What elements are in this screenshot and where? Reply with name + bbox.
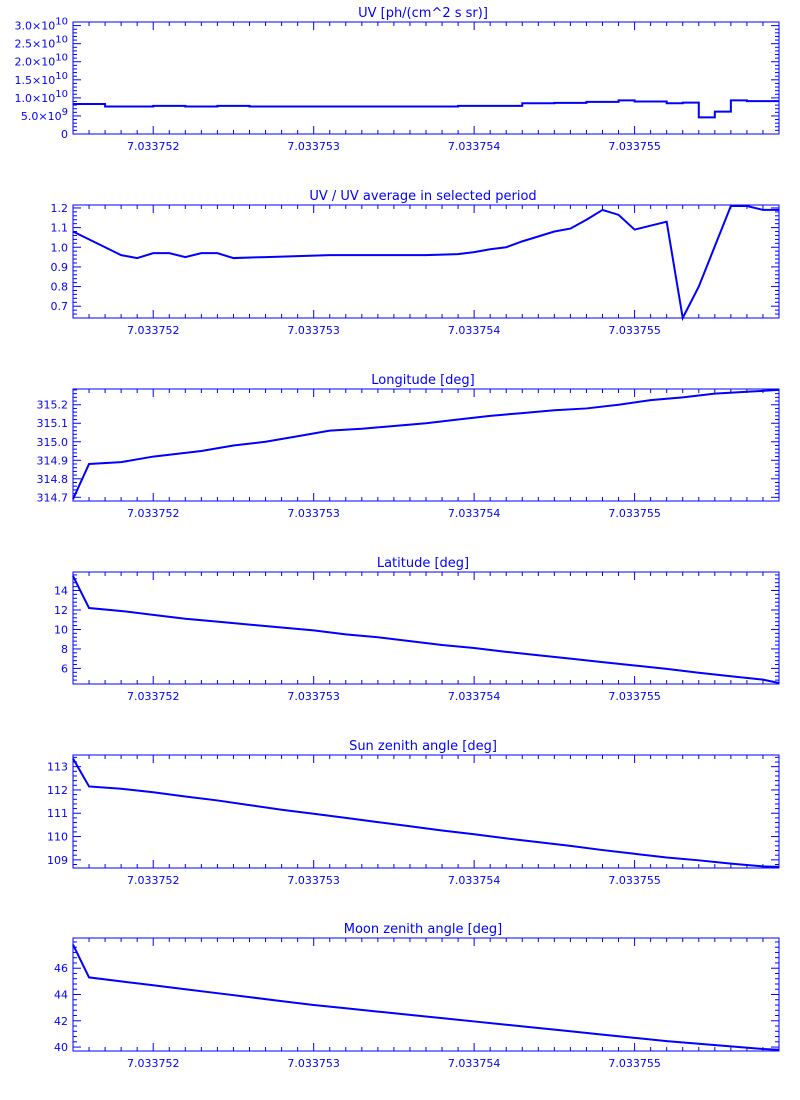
x-tick-label: 7.033753 — [287, 324, 340, 337]
y-tick-label: 0.8 — [50, 280, 68, 294]
y-tick-label: 1.2 — [50, 201, 68, 215]
x-tick-label: 7.033753 — [287, 1057, 340, 1070]
x-tick-label: 7.033755 — [608, 324, 661, 337]
x-tick-label: 7.033753 — [287, 690, 340, 703]
y-tick-label: 1.0 — [50, 241, 68, 255]
x-tick-label: 7.033753 — [287, 874, 340, 887]
chart-title: UV / UV average in selected period — [309, 189, 537, 204]
x-tick-label: 7.033755 — [608, 690, 661, 703]
y-tick-label: 46 — [54, 962, 68, 976]
y-tick-label: 1.5×1010 — [14, 70, 68, 87]
series-line — [73, 206, 779, 318]
y-tick-label: 40 — [54, 1041, 68, 1055]
plot-frame — [73, 755, 779, 868]
y-tick-label: 0.7 — [50, 300, 68, 314]
chart-title: Moon zenith angle [deg] — [343, 922, 503, 937]
y-tick-label: 112 — [47, 783, 68, 797]
x-tick-label: 7.033752 — [126, 690, 180, 703]
y-tick-label: 109 — [47, 853, 68, 867]
series-line — [73, 576, 779, 683]
y-tick-label: 12 — [54, 603, 68, 617]
series-line — [73, 758, 779, 866]
chart-title: Sun zenith angle [deg] — [349, 739, 497, 754]
y-tick-label: 315.1 — [36, 417, 68, 431]
latitude-chart-panel — [54, 556, 779, 703]
sun-zenith-chart-panel — [47, 739, 779, 887]
y-tick-label: 10 — [54, 623, 68, 637]
y-tick-label: 1.0×1010 — [14, 88, 68, 105]
y-tick-label: 6 — [61, 662, 68, 676]
y-tick-label: 314.9 — [36, 454, 68, 468]
y-tick-label: 2.0×1010 — [14, 52, 68, 69]
x-tick-label: 7.033752 — [126, 874, 180, 887]
y-tick-label: 42 — [54, 1014, 68, 1028]
x-tick-label: 7.033755 — [608, 507, 661, 520]
y-tick-label: 3.0×1010 — [14, 16, 68, 33]
chart-title: UV [ph/(cm^2 s sr)] — [358, 6, 488, 21]
y-tick-label: 314.7 — [36, 491, 68, 505]
x-tick-label: 7.033755 — [608, 1057, 661, 1070]
y-tick-label: 111 — [47, 807, 68, 821]
y-tick-label: 110 — [47, 830, 68, 844]
plot-frame — [73, 938, 779, 1051]
y-tick-label: 113 — [47, 760, 68, 774]
y-tick-label: 0 — [61, 128, 68, 141]
x-tick-label: 7.033754 — [447, 690, 501, 703]
uv-chart-panel — [15, 6, 779, 153]
moon-zenith-chart-panel — [54, 922, 779, 1070]
y-tick-label: 2.5×1010 — [14, 34, 68, 51]
y-tick-label: 1.1 — [50, 221, 68, 235]
x-tick-label: 7.033754 — [447, 507, 501, 520]
y-tick-label: 44 — [54, 988, 68, 1002]
y-tick-label: 8 — [61, 642, 68, 656]
x-tick-label: 7.033755 — [608, 140, 661, 153]
x-tick-label: 7.033752 — [126, 324, 180, 337]
series-line — [73, 390, 779, 499]
x-tick-label: 7.033754 — [447, 1057, 501, 1070]
chart-title: Longitude [deg] — [371, 373, 475, 388]
x-tick-label: 7.033755 — [608, 874, 661, 887]
series-line — [73, 100, 779, 117]
x-tick-label: 7.033753 — [287, 140, 340, 153]
y-tick-label: 0.9 — [50, 260, 68, 274]
x-tick-label: 7.033753 — [287, 507, 340, 520]
y-tick-label: 315.0 — [36, 435, 68, 449]
x-tick-label: 7.033754 — [447, 324, 501, 337]
x-tick-label: 7.033752 — [126, 507, 180, 520]
y-tick-label: 314.8 — [36, 472, 68, 486]
x-tick-label: 7.033754 — [447, 874, 501, 887]
plot-frame — [73, 389, 779, 501]
plot-frame — [73, 572, 779, 684]
x-tick-label: 7.033752 — [126, 1057, 180, 1070]
y-tick-label: 14 — [54, 584, 68, 598]
chart-title: Latitude [deg] — [376, 556, 470, 571]
x-tick-label: 7.033752 — [126, 140, 180, 153]
plot-frame — [73, 22, 779, 134]
series-line — [73, 945, 779, 1050]
uv-ratio-chart-panel — [51, 189, 780, 337]
y-tick-label: 5.0×109 — [20, 106, 68, 123]
x-tick-label: 7.033754 — [447, 140, 501, 153]
longitude-chart-panel — [37, 373, 780, 520]
y-tick-label: 315.2 — [36, 398, 68, 412]
